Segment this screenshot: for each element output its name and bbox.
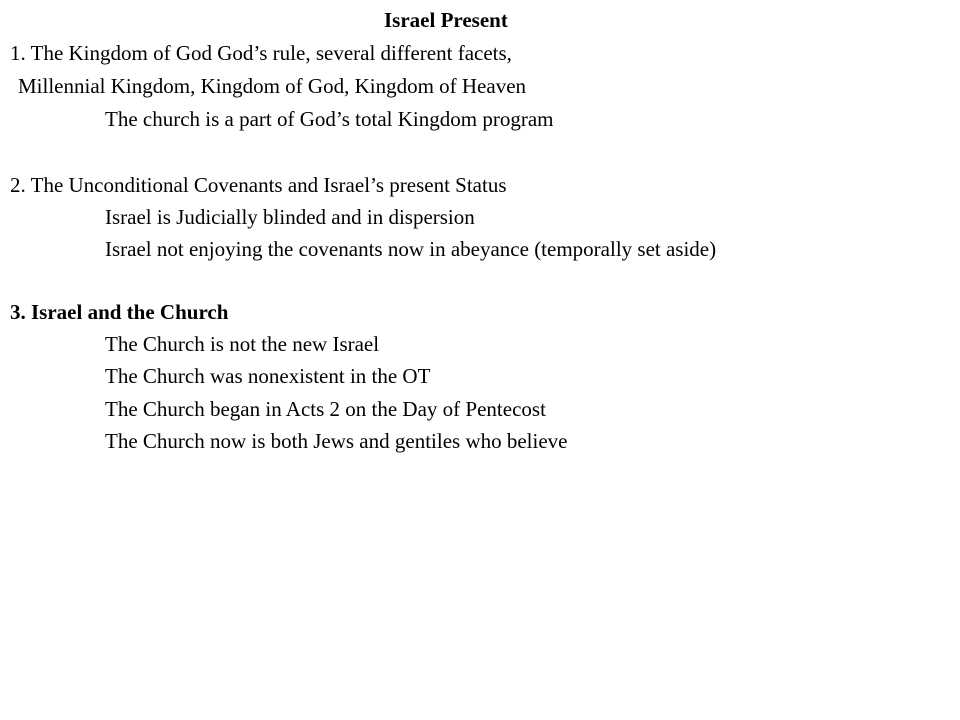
slide-title: Israel Present — [384, 8, 508, 32]
section-1-heading: 1. The Kingdom of God God’s rule, several different facets, — [10, 41, 512, 65]
section-3-point-4: The Church now is both Jews and gentiles who believe — [105, 429, 568, 453]
section-3-point-2: The Church was nonexistent in the OT — [105, 364, 431, 388]
section-3-point-1: The Church is not the new Israel — [105, 332, 380, 356]
section-1-subheading: Millennial Kingdom, Kingdom of God, Kingdom of Heaven — [18, 74, 527, 98]
section-1-point-1: The church is a part of God’s total Kingdom program — [105, 107, 554, 131]
section-2-point-1: Israel is Judicially blinded and in dispersion — [105, 205, 475, 229]
section-3-heading: 3. Israel and the Church — [10, 300, 229, 324]
section-2-point-2: Israel not enjoying the covenants now in abeyance (temporally set aside) — [105, 237, 717, 261]
section-3-point-3: The Church began in Acts 2 on the Day of Pentecost — [105, 397, 546, 421]
section-2-heading: 2. The Unconditional Covenants and Israel’s present Status — [10, 173, 507, 197]
